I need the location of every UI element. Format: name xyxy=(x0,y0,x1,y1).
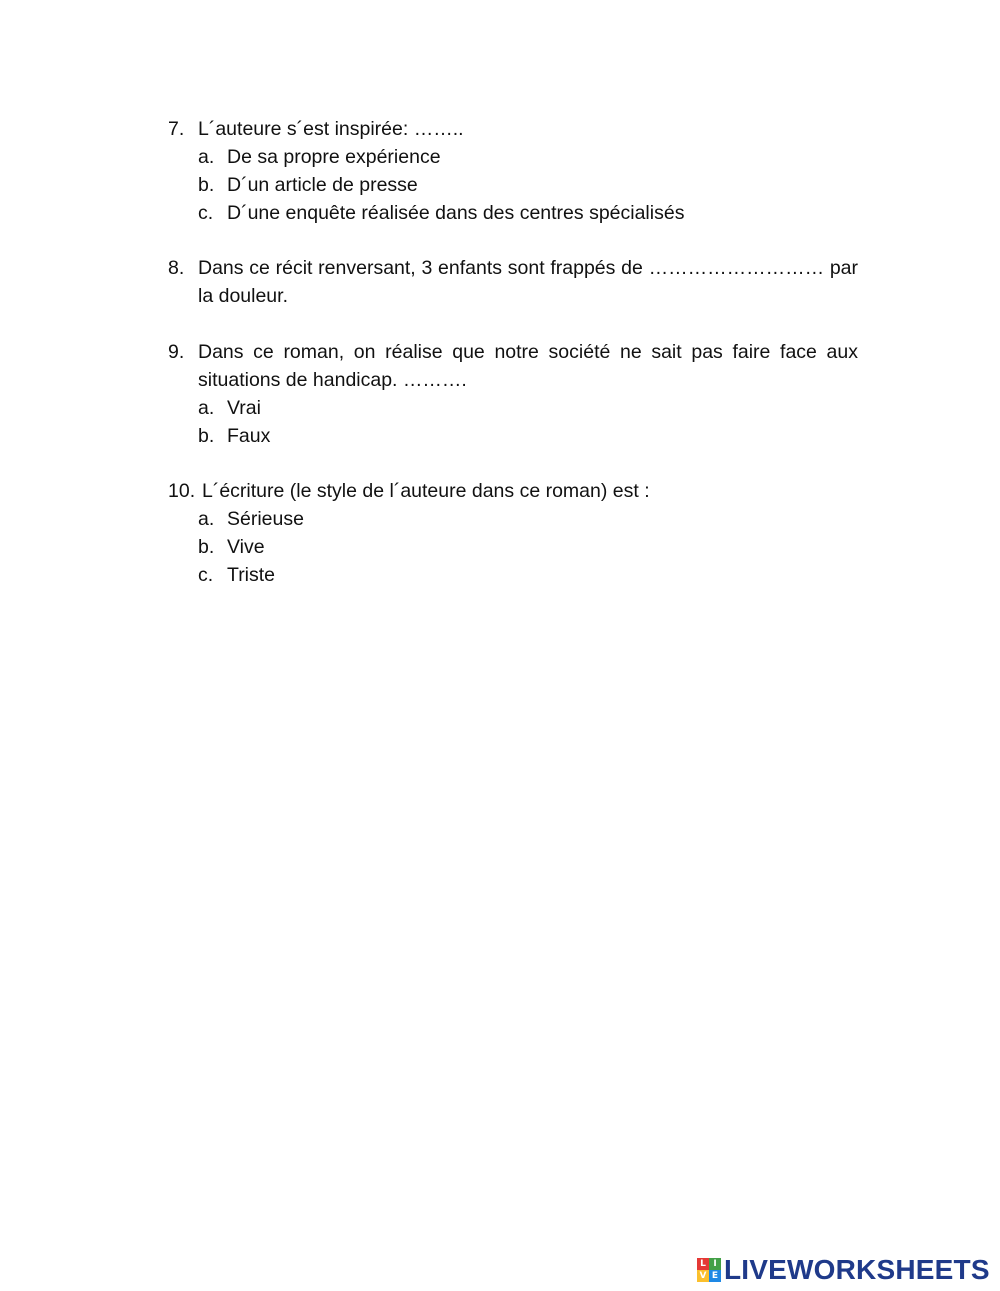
option-text: Faux xyxy=(227,425,271,447)
option-letter: c. xyxy=(198,564,214,586)
option-7a xyxy=(198,143,858,171)
option-letter: b. xyxy=(198,536,215,558)
option-text: Sérieuse xyxy=(227,508,304,530)
logo-cube-letter-l: L xyxy=(697,1258,709,1270)
question-number: 8. xyxy=(168,257,185,279)
question-8 xyxy=(168,254,858,310)
option-10a xyxy=(198,505,858,533)
question-number: 10. xyxy=(168,480,196,502)
option-10c xyxy=(198,561,858,589)
option-letter: a. xyxy=(198,397,215,419)
logo-cube-icon xyxy=(697,1258,721,1282)
question-text: Dans ce récit renversant, 3 enfants sont frappés de ……………………… par la douleur. xyxy=(198,257,858,307)
option-9a xyxy=(198,394,858,422)
option-text: Vrai xyxy=(227,397,261,419)
question-number: 9. xyxy=(168,341,185,363)
question-text: L´écriture (le style de l´auteure dans ce roman) est : xyxy=(202,480,650,502)
question-7 xyxy=(168,115,858,227)
question-10 xyxy=(168,477,858,589)
option-text: Vive xyxy=(227,536,265,558)
option-9b xyxy=(198,422,858,450)
logo-cube-letter-e: E xyxy=(709,1270,721,1282)
option-7b xyxy=(198,171,858,199)
option-letter: b. xyxy=(198,425,215,447)
question-number: 7. xyxy=(168,118,185,140)
option-letter: a. xyxy=(198,146,215,168)
option-letter: a. xyxy=(198,508,215,530)
option-10b xyxy=(198,533,858,561)
option-letter: c. xyxy=(198,202,214,224)
option-text: D´une enquête réalisée dans des centres spécialisés xyxy=(227,202,685,224)
logo-text: LIVEWORKSHEETS xyxy=(724,1254,990,1285)
liveworksheets-logo xyxy=(697,1255,990,1285)
question-9 xyxy=(168,338,858,450)
option-text: D´un article de presse xyxy=(227,174,418,196)
option-7c xyxy=(198,199,858,227)
question-text: L´auteure s´est inspirée: …….. xyxy=(198,118,464,140)
option-text: Triste xyxy=(227,564,276,586)
logo-cube-letter-v: V xyxy=(697,1270,709,1282)
option-text: De sa propre expérience xyxy=(227,146,441,168)
option-letter: b. xyxy=(198,174,215,196)
question-text: Dans ce roman, on réalise que notre société ne sait pas faire face aux situations de handicap. ………. xyxy=(198,341,858,391)
logo-cube-letter-i: I xyxy=(709,1258,721,1270)
